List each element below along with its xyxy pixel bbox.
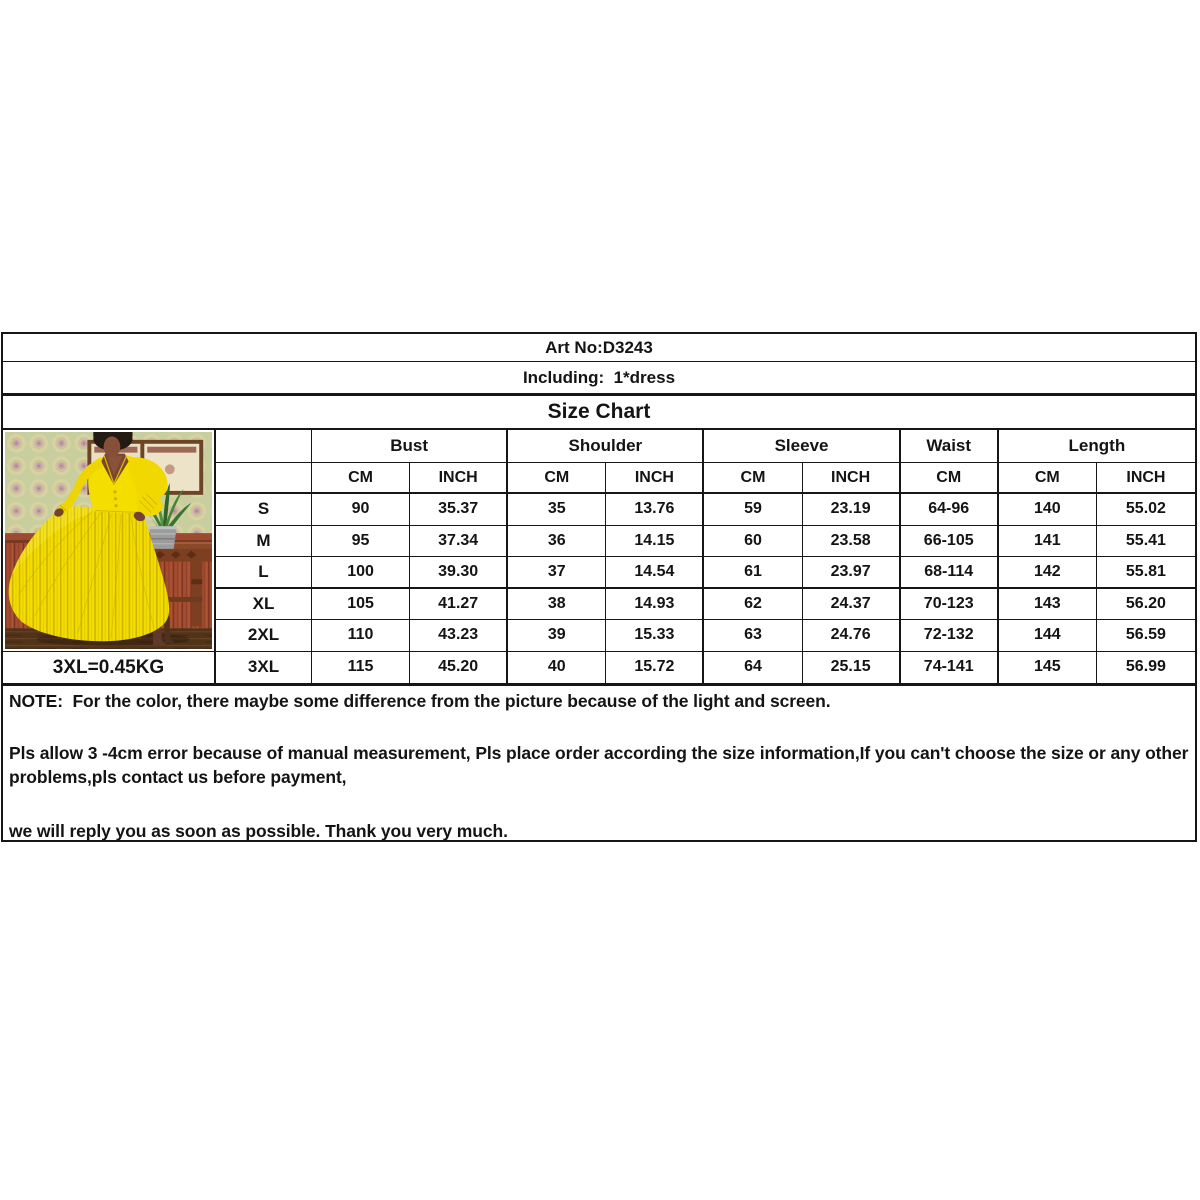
- size-table: [216, 430, 1195, 683]
- size-cell: 62: [704, 589, 802, 621]
- col-header-length: Length: [999, 430, 1195, 463]
- art-no-row: Art No:D3243: [3, 334, 1195, 362]
- col-header-sleeve: Sleeve: [704, 430, 900, 463]
- note-section: [3, 683, 1195, 840]
- size-cell: 14.93: [606, 589, 704, 621]
- size-cell: 36: [508, 526, 606, 558]
- size-cell: 35.37: [410, 494, 508, 526]
- size-cell: 140: [999, 494, 1097, 526]
- size-cell: 37.34: [410, 526, 508, 558]
- size-cell: 24.76: [803, 620, 901, 652]
- corner-cell: [216, 430, 312, 463]
- size-cell: 74-141: [901, 652, 999, 684]
- size-cell: 100: [312, 557, 410, 589]
- size-row-label: L: [216, 557, 312, 589]
- unit-header: CM: [508, 463, 606, 494]
- size-chart-title: Size Chart: [3, 396, 1195, 430]
- size-cell: 43.23: [410, 620, 508, 652]
- size-cell: 64-96: [901, 494, 999, 526]
- face: [104, 436, 121, 457]
- size-cell: 38: [508, 589, 606, 621]
- size-cell: 37: [508, 557, 606, 589]
- size-cell: 15.72: [606, 652, 704, 684]
- corner-cell: [216, 463, 312, 494]
- size-cell: 70-123: [901, 589, 999, 621]
- col-header-waist: Waist: [901, 430, 999, 463]
- size-cell: 66-105: [901, 526, 999, 558]
- product-info-sheet: [1, 332, 1197, 842]
- size-cell: 39.30: [410, 557, 508, 589]
- size-cell: 23.58: [803, 526, 901, 558]
- size-cell: 64: [704, 652, 802, 684]
- size-cell: 141: [999, 526, 1097, 558]
- size-cell: 24.37: [803, 589, 901, 621]
- size-cell: 63: [704, 620, 802, 652]
- unit-header: CM: [704, 463, 802, 494]
- size-cell: 142: [999, 557, 1097, 589]
- unit-header: INCH: [803, 463, 901, 494]
- size-cell: 23.97: [803, 557, 901, 589]
- size-cell: 56.59: [1097, 620, 1195, 652]
- size-cell: 59: [704, 494, 802, 526]
- size-table-area: [3, 430, 1195, 683]
- size-cell: 95: [312, 526, 410, 558]
- unit-header: CM: [999, 463, 1097, 494]
- product-photo-illustration: [5, 432, 212, 649]
- size-cell: 68-114: [901, 557, 999, 589]
- note-line-3: problems,pls contact us before payment,: [9, 767, 347, 787]
- note-line-2: Pls allow 3 -4cm error because of manual measurement, Pls place order according the size information,If you can't choose the size or any other: [9, 743, 1189, 763]
- size-cell: 55.81: [1097, 557, 1195, 589]
- size-cell: 55.41: [1097, 526, 1195, 558]
- size-cell: 60: [704, 526, 802, 558]
- product-photo: [3, 430, 214, 652]
- unit-header: INCH: [606, 463, 704, 494]
- size-cell: 90: [312, 494, 410, 526]
- size-cell: 45.20: [410, 652, 508, 684]
- size-cell: 25.15: [803, 652, 901, 684]
- size-cell: 40: [508, 652, 606, 684]
- size-cell: 15.33: [606, 620, 704, 652]
- size-cell: 14.54: [606, 557, 704, 589]
- note-line-4: we will reply you as soon as possible. Thank you very much.: [9, 821, 508, 840]
- size-cell: 14.15: [606, 526, 704, 558]
- size-cell: 72-132: [901, 620, 999, 652]
- size-cell: 55.02: [1097, 494, 1195, 526]
- size-row-label: 2XL: [216, 620, 312, 652]
- size-row-label: S: [216, 494, 312, 526]
- col-header-bust: Bust: [312, 430, 508, 463]
- size-cell: 41.27: [410, 589, 508, 621]
- size-cell: 144: [999, 620, 1097, 652]
- size-cell: 23.19: [803, 494, 901, 526]
- size-cell: 13.76: [606, 494, 704, 526]
- size-cell: 39: [508, 620, 606, 652]
- size-cell: 35: [508, 494, 606, 526]
- unit-header: CM: [901, 463, 999, 494]
- weight-note: 3XL=0.45KG: [52, 657, 165, 678]
- size-row-label: 3XL: [216, 652, 312, 684]
- size-row-label: XL: [216, 589, 312, 621]
- size-cell: 145: [999, 652, 1097, 684]
- size-cell: 110: [312, 620, 410, 652]
- size-cell: 56.99: [1125, 658, 1166, 676]
- size-cell: 56.20: [1097, 589, 1195, 621]
- size-cell: 115: [312, 652, 410, 684]
- including-row: Including: 1*dress: [3, 362, 1195, 396]
- unit-header: CM: [312, 463, 410, 494]
- size-row-label: M: [216, 526, 312, 558]
- photo-column: [3, 430, 216, 683]
- size-cell: 143: [999, 589, 1097, 621]
- col-header-shoulder: Shoulder: [508, 430, 704, 463]
- unit-header: INCH: [410, 463, 508, 494]
- size-cell: 61: [704, 557, 802, 589]
- size-cell: 105: [312, 589, 410, 621]
- unit-header: INCH: [1097, 463, 1195, 494]
- note-line-1: NOTE: For the color, there maybe some difference from the picture because of the light and screen.: [9, 691, 831, 711]
